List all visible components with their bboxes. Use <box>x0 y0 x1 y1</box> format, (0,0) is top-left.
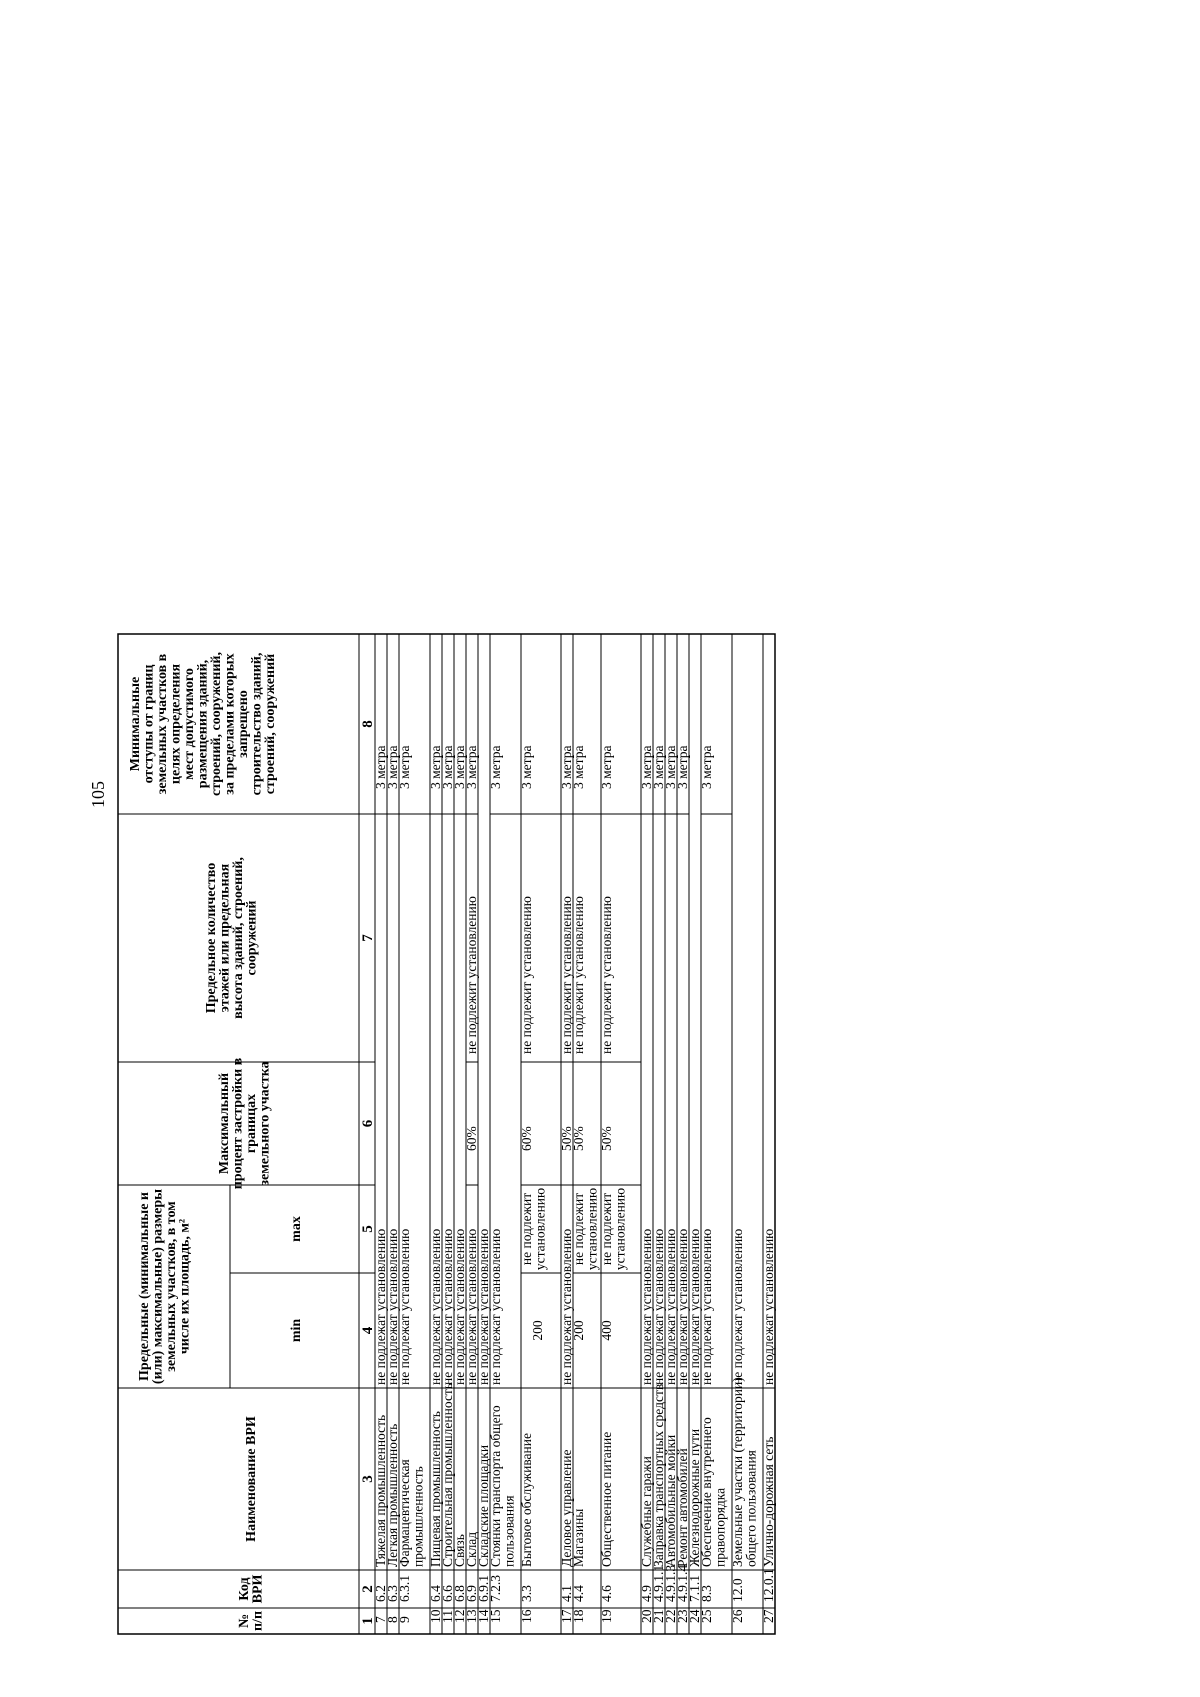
row-code: 4.1 <box>559 1585 574 1602</box>
column-number: 7 <box>360 934 376 942</box>
row-name: Тяжелая промышленность <box>373 1414 388 1567</box>
header-offsets: целях определения <box>168 663 184 785</box>
row-offset: 3 метра <box>373 745 388 789</box>
row-offset: 3 метра <box>639 745 654 789</box>
row-number: 27 <box>761 1609 776 1623</box>
row-code: 6.4 <box>428 1585 443 1602</box>
row-build-percent: 50% <box>559 1126 574 1151</box>
row-size-not-set: не подлежат установлению <box>663 1228 678 1385</box>
row-size-not-set: не подлежат установлению <box>428 1228 443 1385</box>
row-code: 4.9.1.3 <box>663 1564 678 1602</box>
header-plot-size: (или) максимальные) размеры <box>150 1188 166 1385</box>
zoning-regulations-table <box>118 634 776 1634</box>
row-number: 20 <box>639 1609 654 1623</box>
row-size-not-set: не подлежат установлению <box>761 1228 776 1385</box>
header-plot-size: земельных участков, в том <box>164 1201 179 1372</box>
header-floors: этажей или предельная <box>217 863 233 1013</box>
row-floors: не подлежит установлению <box>464 896 479 1054</box>
row-max: не подлежит <box>599 1192 614 1266</box>
row-min: 200 <box>530 1320 545 1341</box>
row-floors: не подлежит установлению <box>559 896 574 1054</box>
row-name: Деловое управление <box>559 1449 574 1567</box>
header-build-percent: процент застройки в <box>230 1057 246 1190</box>
row-number: 14 <box>476 1609 491 1623</box>
row-number: 26 <box>730 1609 745 1623</box>
row-name: Земельные участки (территории) <box>730 1377 745 1567</box>
header-offsets: Минимальные <box>128 676 143 772</box>
column-number: 5 <box>360 1225 376 1233</box>
header-offsets: мест допустимого <box>182 668 197 780</box>
header-build-percent: земельного участка <box>257 1061 273 1186</box>
row-size-not-set: не подлежат установлению <box>464 1228 479 1385</box>
column-number: 8 <box>360 720 376 728</box>
header-offsets: строений, сооружений <box>263 653 278 795</box>
row-name: Железнодорожные пути <box>687 1428 702 1567</box>
row-size-not-set: не подлежат установлению <box>639 1228 654 1385</box>
row-max: не подлежит <box>571 1192 586 1266</box>
row-number: 7 <box>373 1616 388 1623</box>
row-code: 4.4 <box>571 1585 586 1602</box>
header-plot-size: числе их площадь, м² <box>177 1218 193 1355</box>
row-max: не подлежит <box>519 1192 534 1266</box>
row-size-not-set: не подлежат установлению <box>385 1228 400 1385</box>
row-code: 6.9 <box>464 1585 479 1602</box>
row-name: Фармацевтическая <box>397 1459 412 1567</box>
header-code: ВРИ <box>250 1574 266 1604</box>
column-number: 1 <box>360 1617 376 1625</box>
row-name: пользования <box>501 1495 517 1567</box>
row-floors: не подлежит установлению <box>571 896 586 1054</box>
row-offset: 3 метра <box>440 745 455 789</box>
column-number: 4 <box>360 1326 376 1335</box>
row-name: промышленность <box>410 1466 426 1567</box>
row-size-not-set: не подлежат установлению <box>373 1228 388 1385</box>
row-size-not-set: не подлежат установлению <box>730 1228 745 1385</box>
row-offset: 3 метра <box>488 745 503 789</box>
header-code: Код <box>237 1577 252 1601</box>
header-offsets: за пределами которых <box>222 653 238 795</box>
row-name: Ремонт автомобилей <box>675 1448 690 1567</box>
row-code: 12.0.1 <box>761 1568 776 1602</box>
row-offset: 3 метра <box>699 745 714 789</box>
row-offset: 3 метра <box>675 745 690 789</box>
column-number: 6 <box>360 1119 376 1128</box>
header-offsets: строений, сооружений, <box>209 652 224 796</box>
row-size-not-set: не подлежат установлению <box>488 1228 503 1385</box>
row-number: 25 <box>699 1609 714 1623</box>
row-size-not-set: не подлежат установлению <box>452 1228 467 1385</box>
row-number: 11 <box>440 1610 455 1623</box>
row-name: Строительная промышленность <box>440 1383 455 1567</box>
row-code: 6.3 <box>385 1585 400 1602</box>
row-size-not-set: не подлежат установлению <box>397 1228 412 1385</box>
row-offset: 3 метра <box>651 745 666 789</box>
row-code: 8.3 <box>699 1585 714 1602</box>
row-code: 4.6 <box>599 1585 614 1602</box>
row-name: Легкая промышленность <box>385 1423 400 1567</box>
header-offsets: размещения зданий, <box>195 659 211 789</box>
row-name: Улично-дорожная сеть <box>761 1436 776 1567</box>
row-floors: не подлежит установлению <box>519 896 534 1054</box>
row-number: 18 <box>571 1609 586 1623</box>
row-offset: 3 метра <box>559 745 574 789</box>
row-size-not-set: не подлежат установлению <box>699 1228 714 1385</box>
row-number: 19 <box>599 1609 614 1623</box>
row-offset: 3 метра <box>599 745 614 789</box>
row-min: 400 <box>599 1320 614 1341</box>
row-name: Автомобильные мойки <box>663 1434 678 1567</box>
row-offset: 3 метра <box>428 745 443 789</box>
column-number: 2 <box>360 1585 376 1593</box>
row-name: общего пользования <box>743 1450 759 1567</box>
header-floors: сооружений <box>244 900 260 976</box>
header-offsets: строительство зданий, <box>249 652 265 796</box>
row-floors: не подлежит установлению <box>599 896 614 1054</box>
row-name: Связь <box>452 1534 467 1567</box>
header-offsets: земельных участков в <box>155 653 170 795</box>
header-plot-size: Предельные (минимальные и <box>137 1192 152 1381</box>
row-name: Стоянки транспорта общего <box>488 1405 503 1567</box>
row-number: 10 <box>428 1609 443 1623</box>
row-name: Заправка транспортных средств <box>651 1383 666 1567</box>
header-build-percent: Максимальный <box>217 1072 232 1175</box>
row-min: 200 <box>571 1320 586 1341</box>
row-size-not-set: не подлежат установлению <box>559 1228 574 1385</box>
row-number: 16 <box>519 1609 534 1623</box>
row-code: 7.2.3 <box>488 1575 503 1602</box>
header-offsets: отступы от границ <box>141 664 157 784</box>
row-size-not-set: не подлежат установлению <box>651 1228 666 1385</box>
page-number: 105 <box>88 781 108 808</box>
header-number: № <box>237 1613 252 1629</box>
row-offset: 3 метра <box>452 745 467 789</box>
header-floors: Предельное количество <box>204 862 219 1014</box>
row-build-percent: 60% <box>464 1126 479 1151</box>
header-number: п/п <box>250 1610 266 1632</box>
row-code: 4.9.1.1 <box>651 1564 666 1602</box>
row-name: Служебные гаражи <box>639 1456 654 1567</box>
header-name: Наименование ВРИ <box>244 1416 259 1542</box>
header-min: min <box>289 1318 304 1343</box>
row-size-not-set: не подлежат установлению <box>440 1228 455 1385</box>
row-number: 12 <box>452 1609 467 1623</box>
row-build-percent: 50% <box>571 1126 586 1151</box>
header-offsets: запрещено <box>236 690 251 758</box>
row-name: Складские площадки <box>476 1444 491 1567</box>
row-number: 17 <box>559 1609 574 1623</box>
row-size-not-set: не подлежат установлению <box>675 1228 690 1385</box>
row-max: установлению <box>612 1187 628 1271</box>
header-floors: высота зданий, строений, <box>231 857 246 1019</box>
row-name: Общественное питание <box>599 1431 614 1567</box>
row-name: Магазины <box>571 1508 586 1567</box>
row-build-percent: 60% <box>519 1126 534 1151</box>
row-size-not-set: не подлежат установлению <box>476 1228 491 1385</box>
row-code: 6.8 <box>452 1585 467 1602</box>
row-offset: 3 метра <box>464 745 479 789</box>
row-offset: 3 метра <box>397 745 412 789</box>
row-max: установлению <box>532 1187 548 1271</box>
row-code: 6.6 <box>440 1585 455 1602</box>
column-number: 3 <box>360 1475 376 1483</box>
row-offset: 3 метра <box>385 745 400 789</box>
row-name: правопорядка <box>712 1487 728 1567</box>
row-code: 4.9 <box>639 1585 654 1602</box>
row-number: 23 <box>675 1609 690 1623</box>
header-build-percent: границах <box>244 1093 259 1154</box>
row-number: 15 <box>488 1609 503 1623</box>
row-name: Бытовое обслуживание <box>519 1433 534 1567</box>
row-size-not-set: не подлежат установлению <box>687 1228 702 1385</box>
row-max: установлению <box>584 1187 600 1271</box>
row-offset: 3 метра <box>663 745 678 789</box>
row-number: 22 <box>663 1609 678 1623</box>
row-build-percent: 50% <box>599 1126 614 1151</box>
row-offset: 3 метра <box>519 745 534 789</box>
row-code: 7.1.1 <box>687 1575 702 1602</box>
row-code: 6.3.1 <box>397 1575 412 1602</box>
row-name: Обеспечение внутреннего <box>699 1417 714 1567</box>
row-code: 3.3 <box>519 1585 534 1602</box>
row-code: 6.2 <box>373 1585 388 1602</box>
row-code: 4.9.1.4 <box>675 1564 690 1602</box>
row-number: 21 <box>651 1609 666 1623</box>
row-number: 24 <box>687 1609 702 1623</box>
row-code: 12.0 <box>730 1578 745 1602</box>
row-number: 8 <box>385 1616 400 1623</box>
row-offset: 3 метра <box>571 745 586 789</box>
row-code: 6.9.1 <box>476 1575 491 1602</box>
row-name: Пищевая промышленность <box>428 1411 443 1567</box>
row-name: Склад <box>464 1531 479 1567</box>
row-number: 9 <box>397 1616 412 1623</box>
header-max: max <box>289 1216 304 1242</box>
row-number: 13 <box>464 1609 479 1623</box>
